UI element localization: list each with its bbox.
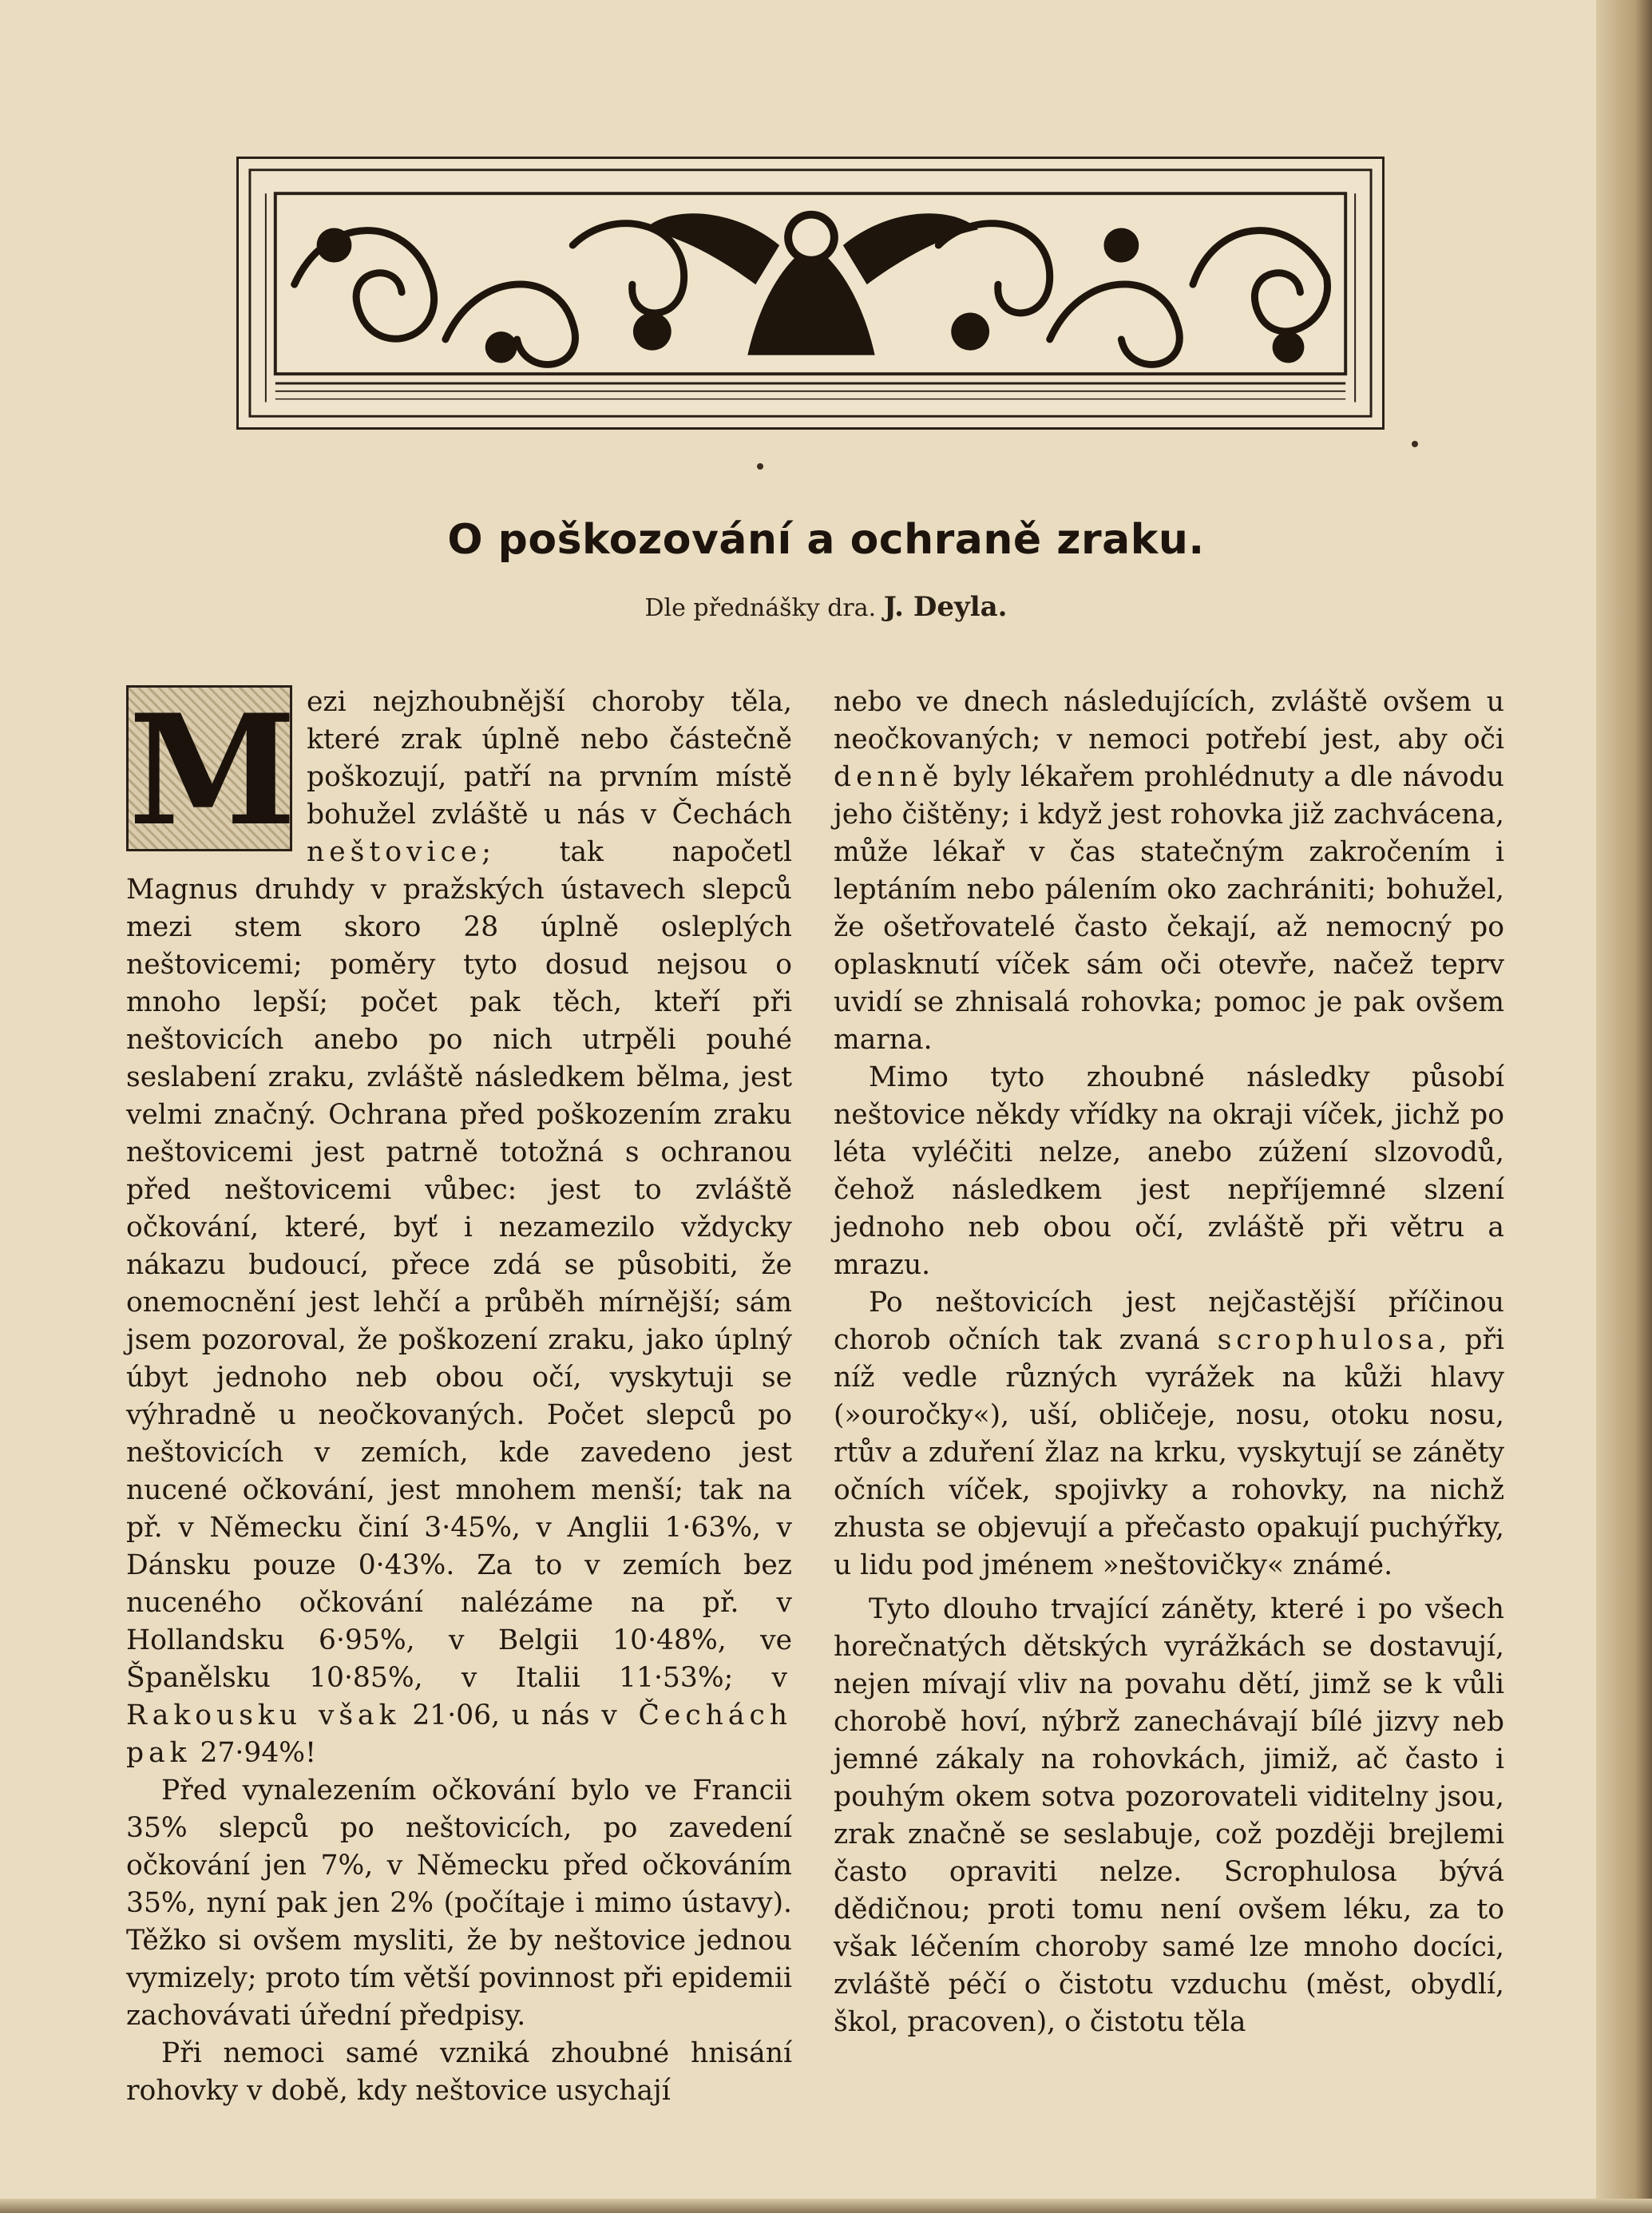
left-column (126, 681, 792, 2110)
p1-text-a: ezi nejzhoubnější choroby těla, které zrak úplně nebo částečně poškozují, patří na prvním místě bohužel zvláště u nás v Čechách (307, 686, 792, 831)
ornamental-header-band (236, 157, 1385, 430)
paragraph-2: Před vynalezením očkování bylo ve Francii 35% slepců po neštovicích, po zavedení očkování jen 7%, v Německu před očkováním 35%, nyní pak jen 2% (počítaje i mimo ústavy). Těžko si ovšem mysliti, že by neštovice jednou vymizely; proto tím větší povinnost při epidemii zachovávati úřední předpisy. (126, 1775, 792, 2032)
paragraph-r3 (834, 1284, 1504, 1584)
ornament-illustration (239, 159, 1382, 427)
page-edge (1596, 0, 1652, 2213)
article-title: O poškozování a ochraně zraku. (447, 516, 1205, 564)
p1-text-d: 27·94%! (200, 1737, 316, 1769)
paragraph-r1 (834, 684, 1504, 1059)
byline-author: J. Deyla. (883, 591, 1008, 623)
r1-text-a: nebo ve dnech následujících, zvláště ovšem u neočkovaných; v nemoci potřebí jest, aby oči (834, 686, 1504, 756)
p1-spaced-a: neštovice (307, 836, 482, 868)
p1-spaced-c: v Čechách pak (126, 1699, 792, 1769)
p1-text-b: ; tak napočetl Magnus druhdy v pražských ústavech slepců mezi stem skoro 28 úplně osleplých neštovicemi; poměry tyto dosud nejsou o mnoho lepší; počet pak těch, kteří při neštovicích anebo po nich utrpěli pouhé seslabení zraku, zvláště následkem bělma, jest velmi značný. Ochrana před poškozením zraku neštovicemi jest patrně totožná s ochranou před neštovicemi vůbec: jest to zvláště očkování, které, byť i nezamezilo vždycky nákazu budoucí, přece zdá se působiti, že onemocnění jest lehčí a průběh mírnější; sám jsem pozoroval, že poškození zraku, jako úplný úbyt jednoho neb obou očí, vyskytuji se výhradně u neočkovaných. Počet slepců po neštovicích v zemích, kde zavedeno jest nucené očkování, jest mnohem menší; tak na př. v Německu činí 3·45%, v Anglii 1·63%, v Dánsku pouze 0·43%. Za to v zemích bez nuceného očkování nalézáme na př. v Hollandsku 6·95%, v Belgii 10·48%, ve Španělsku 10·85%, v Italii 11·53%; (126, 836, 792, 1694)
paragraph-r4: Tyto dlouho trvající záněty, které i po všech horečnatých dětských vyrážkách se dostavují, nejen mívají vliv na povahu dětí, jimž se k vůli chorobě hoví, nýbrž zanechávají bílé jizvy neb jemné zákaly na rohovkách, jimiž, ač často i pouhým okem sotva pozorovateli viditelny jsou, zrak značně se seslabuje, což později brejlemi často opraviti nelze. Scrophulosa bývá dědičnou; proti tomu není ovšem léku, za to však léčením choroby samé lze mnoho docíci, zvláště péčí o čistotu vzduchu (měst, obydlí, škol, pracoven), o čistotu těla (834, 1593, 1504, 2038)
paragraph-r2: Mimo tyto zhoubné následky působí neštovice někdy vřídky na okraji víček, jichž po léta vyléčiti nelze, anebo zúžení slzovodů, čehož následkem jest nepříjemné slzení jednoho neb obou očí, zvláště při větru a mrazu. (834, 1061, 1504, 1281)
r3-spaced: scrophulosa (1217, 1324, 1439, 1356)
print-speck (1412, 441, 1418, 447)
paragraph-3: Při nemoci samé vzniká zhoubné hnisání rohovky v době, kdy neštovice usychají (126, 2037, 792, 2107)
r3-text-a: Po neštovicích jest nejčastější příčinou chorob očních tak zvaná (834, 1287, 1504, 1356)
byline-prefix: Dle přednášky dra. (644, 594, 877, 622)
p1-spaced-b: v Rakousku však (126, 1662, 792, 1731)
byline (0, 591, 1652, 623)
print-speck (757, 463, 763, 470)
paragraph-1 (126, 681, 792, 1772)
dropcap-letter: M (129, 681, 297, 859)
r1-text-b: byly lékařem prohlédnuty a dle návodu jeho čištěny; i když jest rohovka již zachvácena, může lékař v čas statečným zakročením i leptáním nebo pálením oko zachrániti; bohužel, že ošetřovatelé často čekají, až nemocný po oplasknutí víček sám oči otevře, načež teprv uvidí se zhnisalá rohovka; pomoc je pak ovšem marna. (834, 761, 1504, 1056)
p1-text-c: 21·06, u nás (412, 1699, 590, 1731)
r3-text-b: , při níž vedle různých vyrážek na kůži hlavy (»ouročky«), uší, obličeje, nosu, otoku nosu, rtův a zduření žlaz na krku, vyskytují se záněty očních víček, spojivky a rohovky, na nichž zhusta se objevují a přečasto opakují puchýřky, u lidu pod jménem »neštovičky« známé. (834, 1324, 1504, 1581)
page-edge-bottom (0, 2199, 1652, 2213)
dropcap-initial (126, 681, 297, 859)
r1-spaced: denně (834, 761, 944, 793)
right-column (834, 684, 1504, 2041)
